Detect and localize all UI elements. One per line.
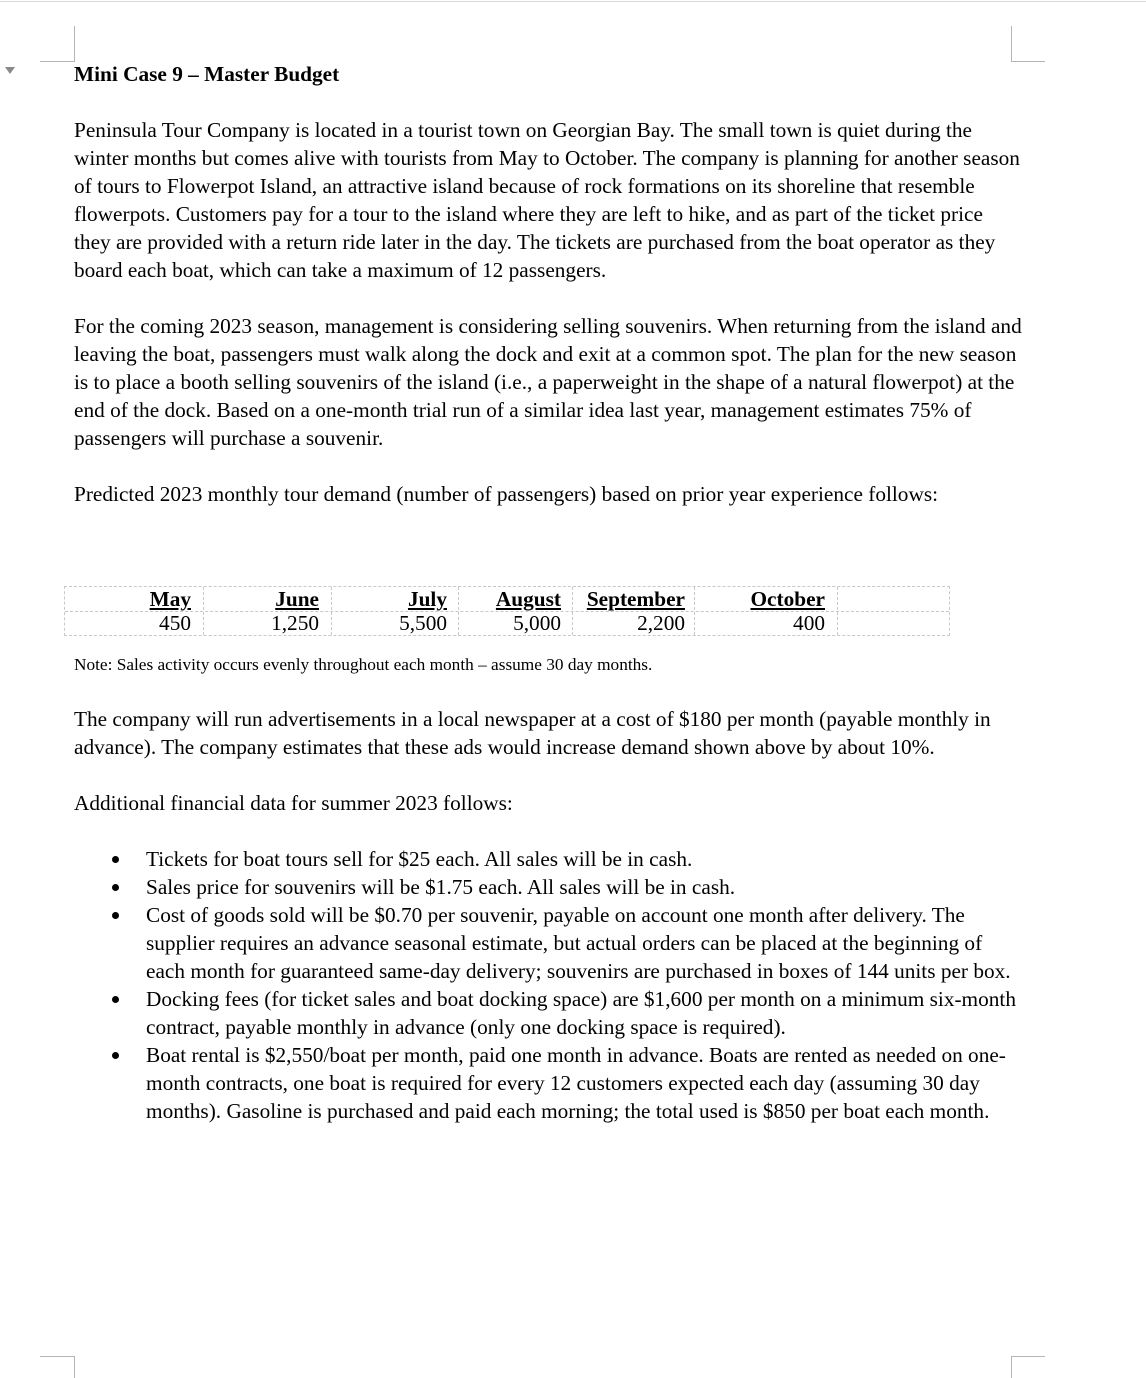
- crop-mark-top-left: [74, 26, 75, 62]
- paragraph-intro: Peninsula Tour Company is located in a tourist town on Georgian Bay. The small town is quiet during the winter months but comes alive with tourists from May to October. The company is planning for another season of tours to Flowerpot Island, an attractive island because of rock formations on its shoreline that resemble flowerpots. Customers pay for a tour to the island where they are left to hike, and as part of the ticket price they are provided with a return ride later in the day. The tickets are purchased from the boat operator as they board each boat, which can take a maximum of 12 passengers.: [74, 118, 1020, 282]
- document-body-bottom: [74, 705, 1024, 1125]
- crop-mark-bottom-left: [40, 1356, 74, 1357]
- list-item-text: Docking fees (for ticket sales and boat docking space) are $1,600 per month on a minimum six-month contract, payable monthly in advance (only one docking space is required).: [146, 987, 1016, 1039]
- list-item: [74, 901, 1024, 985]
- table-cell: 1,250: [271, 611, 319, 635]
- table-column-divider: [331, 587, 332, 635]
- table-column-june: [215, 587, 319, 635]
- list-item-text: Sales price for souvenirs will be $1.75 each. All sales will be in cash.: [146, 875, 736, 899]
- bullet-icon: [112, 856, 119, 863]
- document-title: Mini Case 9 – Master Budget: [74, 62, 340, 86]
- table-column-august: [465, 587, 561, 635]
- paragraph-advertising: The company will run advertisements in a local newspaper at a cost of $180 per month (payable monthly in advance). The company estimates that these ads would increase demand shown above by about 10%.: [74, 707, 991, 759]
- list-item: [74, 845, 1024, 873]
- table-cell: 5,000: [513, 611, 561, 635]
- table-column-may: [105, 587, 191, 635]
- financial-data-list: [74, 845, 1024, 1125]
- list-item: [74, 873, 1024, 901]
- list-item: [74, 1041, 1024, 1125]
- crop-mark-bottom-right: [1011, 1356, 1012, 1378]
- table-column-october: [725, 587, 825, 635]
- table-column-divider: [458, 587, 459, 635]
- crop-mark-bottom-left: [74, 1356, 75, 1378]
- table-column-divider: [572, 587, 573, 635]
- table-header-cell: August: [495, 587, 561, 611]
- crop-mark-bottom-right: [1011, 1356, 1045, 1357]
- bullet-icon: [112, 912, 119, 919]
- table-header-cell: July: [407, 587, 447, 611]
- table-cell: 450: [159, 611, 191, 635]
- table-cell: 2,200: [637, 611, 685, 635]
- table-column-july: [345, 587, 447, 635]
- table-column-september: [577, 587, 685, 635]
- table-column-divider: [837, 587, 838, 635]
- table-header-cell: September: [586, 587, 685, 611]
- list-item: [74, 985, 1024, 1041]
- list-item-text: Cost of goods sold will be $0.70 per souvenir, payable on account one month after delivery. The supplier requires an advance seasonal estimate, but actual orders can be placed at the beginning of each month for guaranteed same-day delivery; souvenirs are purchased in boxes of 144 units per box.: [146, 903, 1011, 983]
- table-header-cell: October: [750, 587, 825, 611]
- list-item-text: Boat rental is $2,550/boat per month, paid one month in advance. Boats are rented as needed on one-month contracts, one boat is required for every 12 customers expected each day (assuming 30 day months). Gasoline is purchased and paid each morning; the total used is $850 per boat each month.: [146, 1043, 1006, 1123]
- crop-mark-top-right: [1011, 26, 1012, 62]
- crop-mark-top-left: [40, 61, 74, 62]
- document-body-top: [74, 60, 1024, 536]
- table-note: Note: Sales activity occurs evenly throughout each month – assume 30 day months.: [74, 655, 653, 674]
- list-item-text: Tickets for boat tours sell for $25 each. All sales will be in cash.: [146, 847, 693, 871]
- bullet-icon: [112, 884, 119, 891]
- table-cell: 400: [793, 611, 825, 635]
- table-column-divider: [203, 587, 204, 635]
- paragraph-additional-data: Additional financial data for summer 2023 follows:: [74, 791, 513, 815]
- page-top-border: [0, 1, 1146, 2]
- table-column-divider: [694, 587, 695, 635]
- bullet-icon: [112, 1052, 119, 1059]
- bullet-icon: [112, 996, 119, 1003]
- collapse-heading-icon[interactable]: [5, 67, 15, 74]
- paragraph-souvenirs: For the coming 2023 season, management is considering selling souvenirs. When returning from the island and leaving the boat, passengers must walk along the dock and exit at a common spot. The plan for the new season is to place a booth selling souvenirs of the island (i.e., a paperweight in the shape of a natural flowerpot) at the end of the dock. Based on a one-month trial run of a similar idea last year, management estimates 75% of passengers will purchase a souvenir.: [74, 314, 1022, 450]
- table-cell: 5,500: [399, 611, 447, 635]
- demand-table: [64, 586, 950, 636]
- table-header-cell: June: [275, 587, 319, 611]
- paragraph-demand-intro: Predicted 2023 monthly tour demand (number of passengers) based on prior year experience follows:: [74, 482, 939, 506]
- table-header-cell: May: [149, 587, 191, 611]
